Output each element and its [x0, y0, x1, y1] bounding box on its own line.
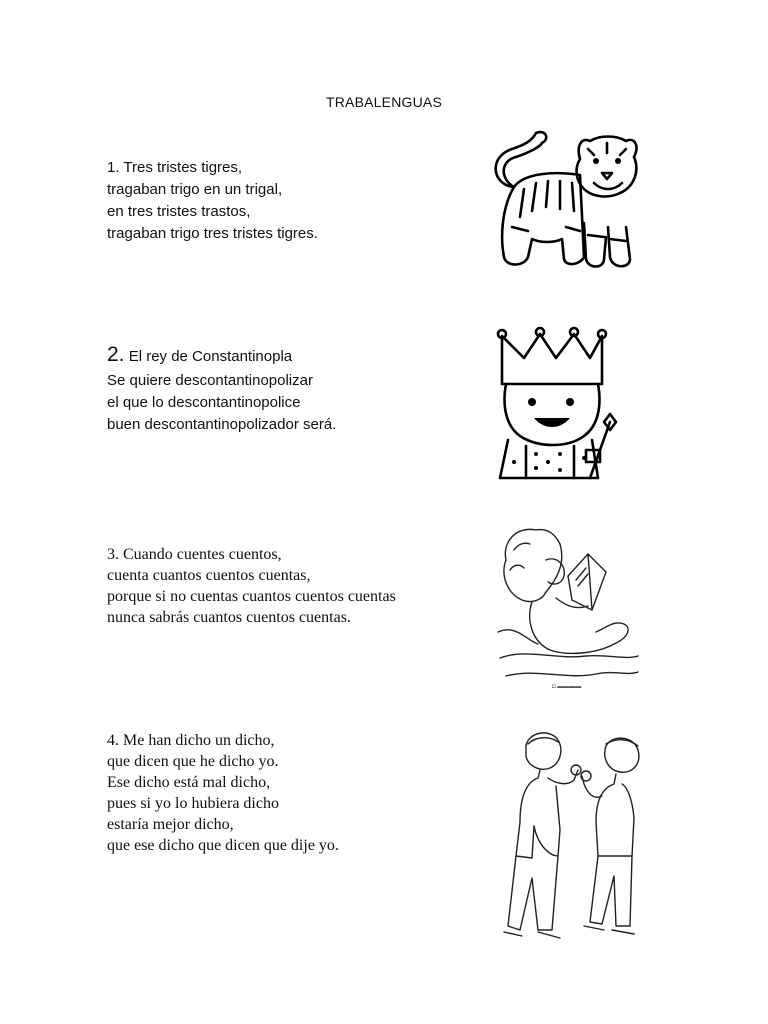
poem-number: 2.: [107, 343, 125, 366]
poem-line: tragaban trigo en un trigal,: [107, 181, 283, 198]
poem-number: 3.: [107, 546, 119, 563]
poem-line: cuenta cuantos cuentos cuentas,: [107, 567, 311, 584]
poem-line: que ese dicho que dicen que dije yo.: [107, 837, 339, 854]
tongue-twister-2: [107, 342, 336, 436]
poem-number: 1.: [107, 159, 120, 176]
tiger-drawing-icon: [484, 127, 642, 275]
poem-line: 2. El rey de Constantinopla: [107, 343, 293, 366]
poem-line: estaría mejor dicho,: [107, 816, 234, 833]
poem-line: nunca sabrás cuantos cuentos cuentas.: [107, 609, 351, 626]
poem-number: 4.: [107, 732, 119, 749]
poem-line: pues si yo lo hubiera dicho: [107, 795, 279, 812]
poem-line: 4. Me han dicho un dicho,: [107, 732, 275, 749]
poem-line: en tres tristes trastos,: [107, 203, 251, 220]
watermark-logo: ◘ ▬▬▬▬: [552, 684, 582, 690]
poem-line: 3. Cuando cuentes cuentos,: [107, 546, 282, 563]
poem-line: 1. Tres tristes tigres,: [107, 159, 243, 176]
poem-line: que dicen que he dicho yo.: [107, 753, 279, 770]
poem-line: tragaban trigo tres tristes tigres.: [107, 225, 318, 242]
girl-reading-drawing-icon: [496, 520, 642, 692]
poem-line: el que lo descontantinopolice: [107, 394, 301, 411]
poem-line: Ese dicho está mal dicho,: [107, 774, 271, 791]
tongue-twister-4: [107, 730, 339, 856]
king-drawing-icon: [490, 322, 620, 482]
two-boys-talking-drawing-icon: [498, 726, 648, 952]
tongue-twister-1: [107, 157, 318, 245]
page-title: TRABALENGUAS: [326, 94, 442, 110]
poem-line: Se quiere descontantinopolizar: [107, 372, 313, 389]
tongue-twister-3: [107, 544, 396, 628]
poem-line: buen descontantinopolizador será.: [107, 416, 337, 433]
poem-line: porque si no cuentas cuantos cuentos cuentas: [107, 588, 396, 605]
